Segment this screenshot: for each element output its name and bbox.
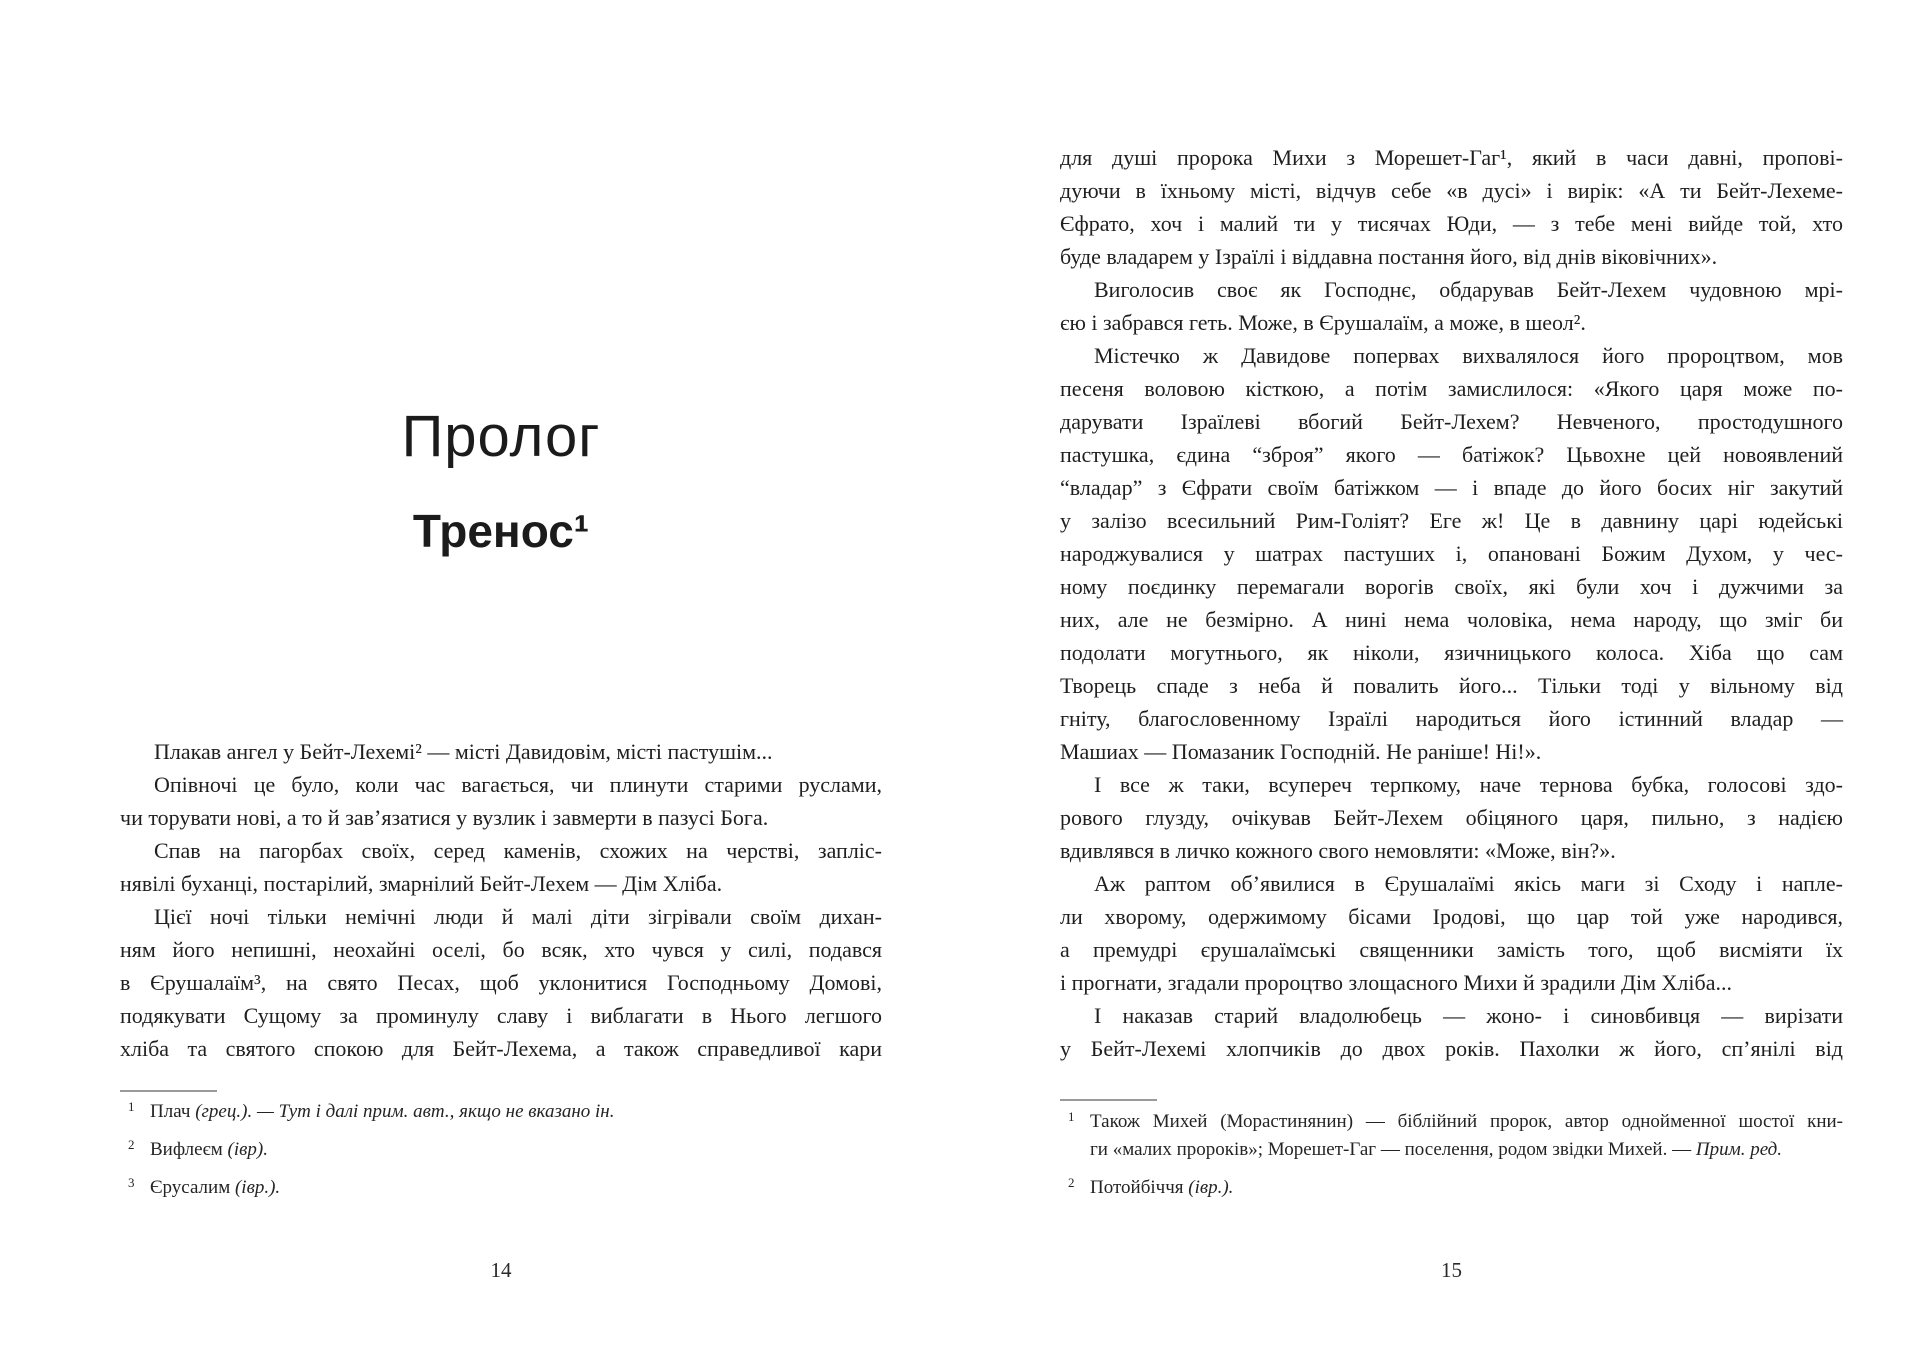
right-page-footnotes <box>1060 1108 1843 1212</box>
footnote-text: Потойбіччя <box>1090 1177 1189 1198</box>
text-line: рового глузду, очікував Бейт-Лехем обіцяного царя, пильно, з надією <box>1060 805 1843 830</box>
footnote <box>120 1174 882 1202</box>
footnote-marker: 3 <box>128 1175 135 1190</box>
text-line: у залізо всесильний Рим-Голіят? Еге ж! Це в давнину царі юдейські <box>1060 508 1843 533</box>
text-line: Опівночі це було, коли час вагається, чи плинути старими руслами, <box>154 772 882 797</box>
text-line: І наказав старий владолюбець — жоно- і синовбивця — вирізати <box>1094 1003 1843 1028</box>
text-line: і прогнати, згадали пророцтво злощасного Михи й зрадили Дім Хліба... <box>1060 970 1732 995</box>
text-line: них, але не безмірно. А нині нема чоловіка, нема народу, що зміг би <box>1060 607 1843 632</box>
section-title: Тренос¹ <box>412 505 590 557</box>
text-line: чи торувати нові, а то й зав’язатися у вузлик і завмерти в пазусі Бога. <box>120 805 769 830</box>
left-page-footnotes <box>120 1098 882 1212</box>
text-line: Машиах — Помазаник Господній. Не раніше! Ні!». <box>1060 739 1542 764</box>
page-number-right: 15 <box>1441 1258 1462 1282</box>
footnote-text-roman: ги «малих пророків»; Морешет-Гаг — поселення, родом звідки Михей. — <box>1090 1139 1696 1160</box>
footnote-separator <box>1060 1099 1157 1101</box>
footnote <box>1060 1108 1843 1164</box>
text-line: гніту, благословенному Ізраїлі народиться його істинний владар — <box>1060 706 1843 731</box>
footnote-text: Єрусалим <box>150 1177 235 1198</box>
text-line: у Бейт-Лехемі хлопчиків до двох років. Пахолки ж його, сп’янілі від <box>1060 1036 1843 1061</box>
text-line: для душі пророка Михи з Морешет-Гаг¹, який в часи давні, пропові- <box>1060 145 1843 170</box>
text-line: хліба та святого спокою для Бейт-Лехема, а також справедливої кари <box>120 1036 882 1061</box>
text-line: дуючи в їхньому місті, відчув себе «в дусі» і вирік: «А ти Бейт-Лехеме- <box>1060 178 1843 203</box>
footnote-text <box>1090 1136 1843 1164</box>
text-line: “владар” з Єфрати своїм батіжком — і впаде до його босих ніг закутий <box>1060 475 1843 500</box>
right-page-body <box>1060 141 1843 1065</box>
footnote-text-italic: (грец.). — Тут і далі прим. авт., якщо не вказано ін. <box>195 1101 615 1122</box>
text-line: народжувалися у шатрах пастуших і, опановані Божим Духом, у чес- <box>1060 541 1843 566</box>
text-line: песеня воловою кісткою, а потім замислилося: «Якого царя може по- <box>1060 376 1843 401</box>
footnote <box>1060 1174 1843 1202</box>
left-page-body <box>120 735 882 1065</box>
text-line: Творець спаде з неба й повалить його... Тільки тоді у вільному від <box>1060 673 1843 698</box>
text-line: ням його непишні, неохайні оселі, бо всяк, хто чувся у силі, подався <box>120 937 882 962</box>
footnote-marker: 1 <box>1068 1109 1075 1124</box>
text-line: І все ж таки, всупереч терпкому, наче тернова бубка, голосові здо- <box>1094 772 1843 797</box>
page-number-left: 14 <box>490 1258 512 1282</box>
text-line: Містечко ж Давидове попервах вихвалялося його пророцтвом, мов <box>1094 343 1843 368</box>
footnote-marker: 2 <box>1068 1175 1075 1190</box>
footnote-text-italic: Прим. ред. <box>1695 1139 1783 1160</box>
text-line: Аж раптом об’явилися в Єрушалаїмі якісь маги зі Сходу і напле- <box>1094 871 1843 896</box>
footnote-text: Також Михей (Морастинянин) — біблійний пророк, автор однойменної шостої кни- <box>1090 1111 1843 1132</box>
footnote-text-italic: (івр.). <box>1188 1177 1234 1198</box>
text-line: Єфрато, хоч і малий ти у тисячах Юди, — з тебе мені вийде той, хто <box>1060 211 1843 236</box>
chapter-title: Пролог <box>401 404 601 469</box>
text-line: подякувати Сущому за проминулу славу і виблагати в Нього легшого <box>120 1003 882 1028</box>
text-line: дарувати Ізраїлеві вбогий Бейт-Лехем? Невченого, простодушного <box>1060 409 1843 434</box>
text-line: нявілі буханці, постарілий, змарнілий Бейт-Лехем — Дім Хліба. <box>120 871 723 896</box>
text-line: Виголосив своє як Господнє, обдарував Бейт-Лехем чудовною мрі- <box>1094 277 1843 302</box>
footnote-marker: 2 <box>128 1137 135 1152</box>
footnote-text: Вифлеєм <box>150 1139 228 1160</box>
text-line: подолати могутнього, як ніколи, язичницького колоса. Хіба що сам <box>1060 640 1843 665</box>
footnote-separator <box>120 1090 217 1092</box>
text-line: ному поєдинку перемагали ворогів своїх, які були хоч і дужчими за <box>1060 574 1843 599</box>
footnote-marker: 1 <box>128 1099 135 1114</box>
text-line: вдивлявся в личко кожного свого немовляти: «Може, він?». <box>1060 838 1616 863</box>
footnote-text-italic: (івр). <box>227 1139 268 1160</box>
text-line: буде владарем у Ізраїлі і віддавна постання його, від днів віковічних». <box>1060 244 1718 269</box>
footnote <box>120 1136 882 1164</box>
footnote <box>120 1098 882 1126</box>
text-line: Плакав ангел у Бейт-Лехемі² — місті Давидовім, місті пастушім... <box>154 739 773 764</box>
text-line: а премудрі єрушалаїмські священники замість того, щоб висміяти їх <box>1060 937 1843 962</box>
footnote-text-italic: (івр.). <box>234 1177 281 1198</box>
text-line: ли хворому, одержимому бісами Іродові, що цар той уже народився, <box>1060 904 1843 929</box>
text-line: пастушка, єдина “зброя” якого — батіжок? Цьвохне цей новоявлений <box>1060 442 1843 467</box>
text-line: Спав на пагорбах своїх, серед каменів, схожих на черстві, запліс- <box>154 838 882 863</box>
text-line: в Єрушалаїм³, на свято Песах, щоб уклонитися Господньому Домові, <box>120 970 882 995</box>
footnote-text: Плач <box>150 1101 196 1122</box>
text-line: єю і забрався геть. Може, в Єрушалаїм, а може, в шеол². <box>1060 310 1586 335</box>
text-line: Цієї ночі тільки немічні люди й малі діти зігрівали своїм дихан- <box>154 904 882 929</box>
